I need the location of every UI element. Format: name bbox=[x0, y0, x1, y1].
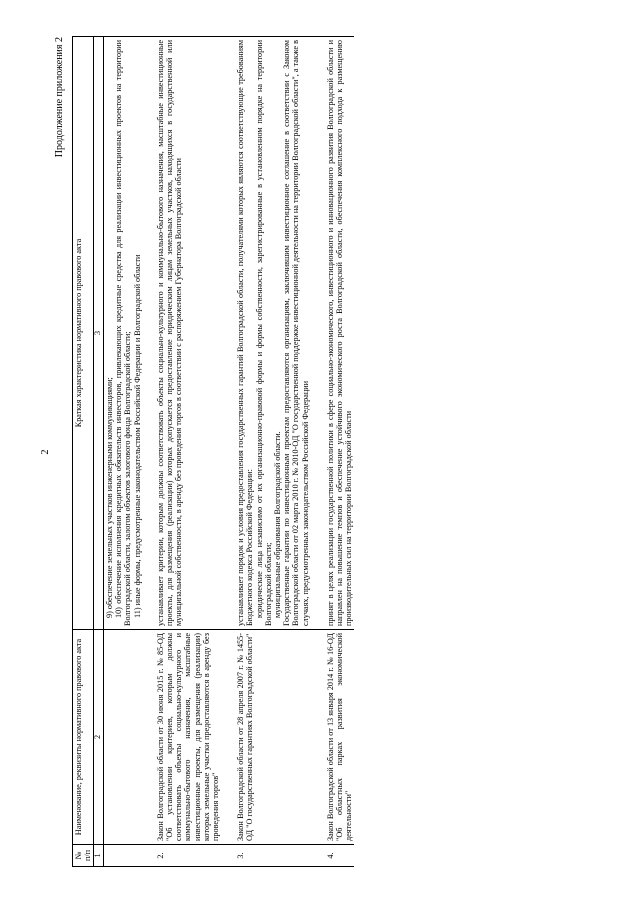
appendix-continuation-note: Продолжение приложения 2 bbox=[54, 37, 65, 158]
header-number: № п/п bbox=[73, 845, 94, 867]
column-numbers-row bbox=[94, 37, 104, 867]
column-number: 1 bbox=[94, 845, 104, 867]
page-number: 2 bbox=[40, 449, 51, 455]
table-row bbox=[324, 37, 355, 867]
column-number: 2 bbox=[94, 630, 104, 845]
description-paragraph: устанавливает критерии, которым должны соответствовать объекты социально-культурного и коммунально-бытового назначения, масштабные инвестиционные проекты, для размещения (реализации) которых допускается предоставление юридическим лицам земельных участков, находящихся в государственной или муниципальной собственности, в аренду без проведения торгов в соответствии с распоряжением Губернатора Волгоградской области bbox=[155, 40, 184, 626]
description-paragraph: 10) обеспечение исполнения кредитных обязательств инвесторов, привлекающих кредитные средства для реализации инвестиционных проектов на территории Волгоградской области, залогом объектов залогового фонда Волгоградской области; bbox=[114, 40, 133, 626]
row-number bbox=[103, 845, 153, 867]
row-number: 3. bbox=[234, 845, 324, 867]
act-name: Закон Волгоградской области от 30 июня 2015 г. № 85-ОД "Об установлении критериев, которым должны соответствовать объекты социально-культурного и коммунально-бытового назначения, масштабные инвестиционные проекты, для размещения (реализации) которых земельные участки предоставляются в аренду без проведения торгов" bbox=[154, 630, 234, 845]
act-description bbox=[324, 37, 355, 630]
rotated-document-page bbox=[40, 37, 600, 867]
table-row bbox=[234, 37, 324, 867]
act-description bbox=[234, 37, 324, 630]
column-number: 3 bbox=[94, 37, 104, 630]
description-paragraph: муниципальные образования Волгоградской области. bbox=[272, 431, 282, 618]
act-name: Закон Волгоградской области от 13 января 2014 г. № 16-ОД "Об областных парках развития экономической деятельности" bbox=[324, 630, 355, 845]
description-paragraph: Государственные гарантии по инвестиционным проектам предоставляются организациям, заключившим инвестиционное соглашение в соответствии с Законом Волгоградской области от 02 марта 2010 г. № 2010-ОД "О государственной поддержке инвестиционной деятельности на территории Волгоградской области", а также в случаях, предусмотренных законодательством Российской Федерации bbox=[282, 40, 310, 626]
description-paragraph: юридические лица независимо от их организационно-правовой формы и формы собственности, зарегистрированные в установленном порядке на территории Волгоградской области; bbox=[254, 40, 273, 626]
description-paragraph: устанавливает порядок и условия предоставления государственных гарантий Волгоградской области, получателями которых являются соответствующие требованиям Бюджетного кодекса Российской Федерации: bbox=[236, 40, 255, 626]
table-header-row bbox=[73, 37, 94, 867]
act-name bbox=[103, 630, 153, 845]
act-description bbox=[103, 37, 153, 630]
act-description bbox=[154, 37, 234, 630]
description-paragraph: 11) иные формы, предусмотренные законодательством Российской Федерации и Волгоградской области bbox=[132, 254, 142, 618]
header-act-description: Краткая характеристика нормативного правового акта bbox=[73, 37, 94, 630]
act-name: Закон Волгоградской области от 28 апреля 2007 г. № 1455-ОД "О государственных гарантиях Волгоградской области" bbox=[234, 630, 324, 845]
header-act-name: Наименование, реквизиты нормативного правового акта bbox=[73, 630, 94, 845]
row-number: 2. bbox=[154, 845, 234, 867]
description-paragraph: 9) обеспечение земельных участков инженерными коммуникациями; bbox=[104, 377, 114, 618]
description-paragraph: принят в целях реализации государственной политики в сфере социально-экономического, инвестиционного и инновационного развития Волгоградской области и направлен на повышение темпов и обеспечение устойчивого экономического роста Волгоградской области, обеспечения комплексного подхода к размещению производительных сил на территории Волгоградской области bbox=[325, 40, 354, 626]
normative-acts-table bbox=[72, 36, 354, 867]
table-row bbox=[154, 37, 234, 867]
table-row bbox=[103, 37, 153, 867]
row-number: 4. bbox=[324, 845, 355, 867]
